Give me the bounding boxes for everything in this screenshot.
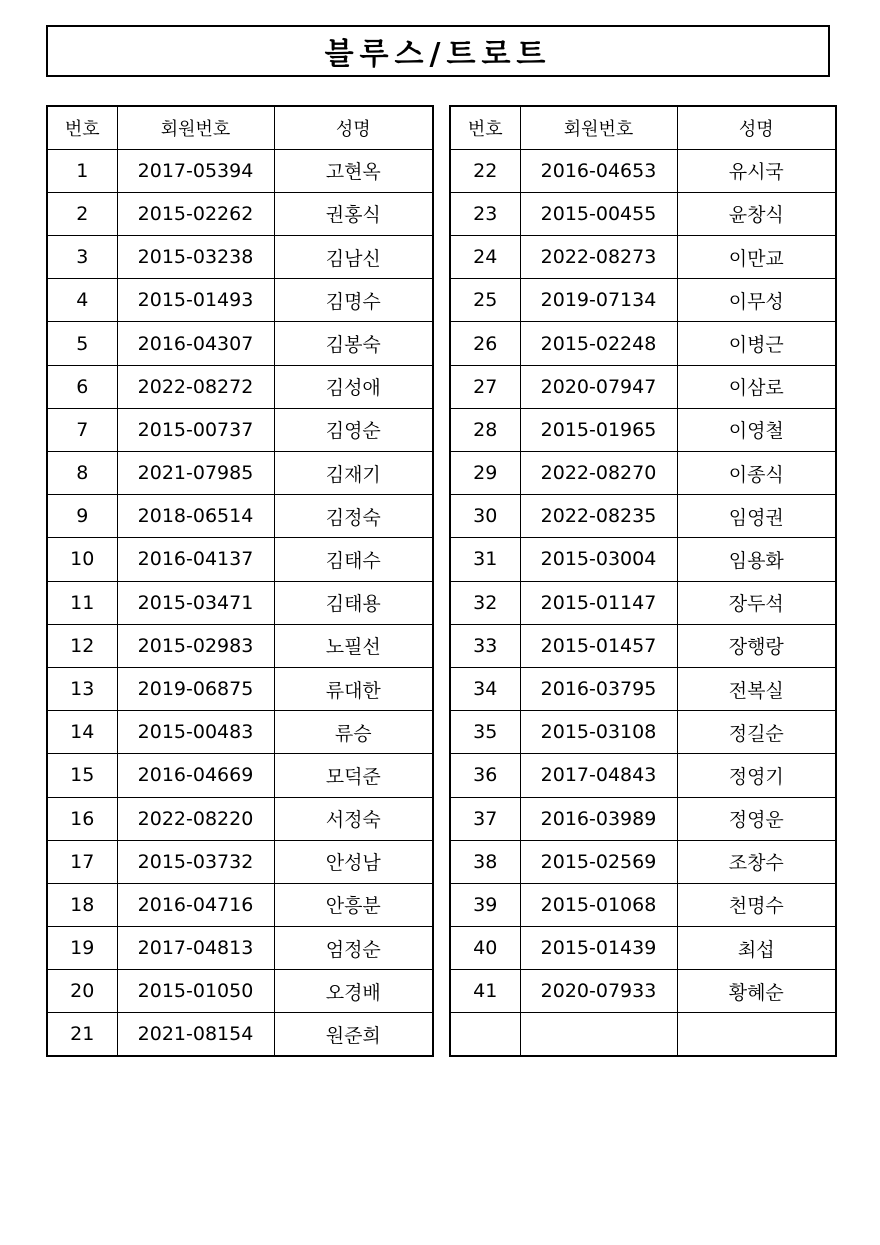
member-id: 2015-03732: [117, 840, 274, 883]
member-id: 2016-04716: [117, 883, 274, 926]
member-id: 2016-04307: [117, 322, 274, 365]
table-header-row: [47, 106, 433, 149]
member-name: 김정숙: [274, 495, 433, 538]
row-number: 41: [450, 970, 520, 1013]
row-number: 19: [47, 927, 117, 970]
member-id: 2019-07134: [520, 279, 677, 322]
row-number: 26: [450, 322, 520, 365]
member-name: 황혜순: [677, 970, 836, 1013]
row-number: 8: [47, 452, 117, 495]
member-name: 엄정순: [274, 927, 433, 970]
row-number: 25: [450, 279, 520, 322]
member-id: 2022-08220: [117, 797, 274, 840]
member-name: 정길순: [677, 711, 836, 754]
table-row: [47, 1013, 433, 1056]
table-row: [450, 927, 836, 970]
member-id: 2021-08154: [117, 1013, 274, 1056]
member-id: 2015-02569: [520, 840, 677, 883]
row-number: 30: [450, 495, 520, 538]
page-title: 블루스/트로트: [324, 37, 552, 72]
member-name: 권홍식: [274, 192, 433, 235]
table-row: [47, 754, 433, 797]
table-row: [47, 667, 433, 710]
row-number: [450, 1013, 520, 1056]
row-number: 2: [47, 192, 117, 235]
row-number: 22: [450, 149, 520, 192]
member-name: 모덕준: [274, 754, 433, 797]
member-id: 2017-04813: [117, 927, 274, 970]
member-name: 원준희: [274, 1013, 433, 1056]
row-number: 37: [450, 797, 520, 840]
member-id: 2015-01147: [520, 581, 677, 624]
member-name: 전복실: [677, 667, 836, 710]
member-name: 김명수: [274, 279, 433, 322]
member-name: 김태용: [274, 581, 433, 624]
member-id: 2015-00455: [520, 192, 677, 235]
member-name: 이병근: [677, 322, 836, 365]
table-row: [450, 754, 836, 797]
header-no: 번호: [47, 106, 117, 149]
row-number: 21: [47, 1013, 117, 1056]
table-row: [450, 149, 836, 192]
title-box: [46, 25, 830, 77]
member-id: 2015-00737: [117, 408, 274, 451]
member-name: 서정숙: [274, 797, 433, 840]
table-row: [47, 236, 433, 279]
member-id: 2016-03795: [520, 667, 677, 710]
table-row: [47, 927, 433, 970]
table-row: [450, 970, 836, 1013]
table-row: [450, 538, 836, 581]
member-id: 2015-00483: [117, 711, 274, 754]
member-name: 김영순: [274, 408, 433, 451]
row-number: 10: [47, 538, 117, 581]
row-number: 38: [450, 840, 520, 883]
row-number: 16: [47, 797, 117, 840]
row-number: 35: [450, 711, 520, 754]
row-number: 14: [47, 711, 117, 754]
member-name: [677, 1013, 836, 1056]
table-row: [450, 192, 836, 235]
row-number: 12: [47, 624, 117, 667]
member-name: 이영철: [677, 408, 836, 451]
table-row: [450, 883, 836, 926]
member-id: 2015-03004: [520, 538, 677, 581]
member-name: 정영운: [677, 797, 836, 840]
row-number: 39: [450, 883, 520, 926]
table-row: [450, 408, 836, 451]
member-id: 2016-04653: [520, 149, 677, 192]
table-row: [47, 538, 433, 581]
member-name: 임영권: [677, 495, 836, 538]
member-name: 임용화: [677, 538, 836, 581]
table-header-row: [450, 106, 836, 149]
member-id: 2022-08235: [520, 495, 677, 538]
member-name: 김성애: [274, 365, 433, 408]
member-id: 2015-03471: [117, 581, 274, 624]
row-number: 15: [47, 754, 117, 797]
table-row: [47, 970, 433, 1013]
table-row: [47, 624, 433, 667]
table-row: [47, 192, 433, 235]
member-name: 김봉숙: [274, 322, 433, 365]
row-number: 27: [450, 365, 520, 408]
table-row: [450, 624, 836, 667]
header-member-id: 회원번호: [117, 106, 274, 149]
table-row: [47, 711, 433, 754]
table-row: [450, 495, 836, 538]
row-number: 28: [450, 408, 520, 451]
row-number: 1: [47, 149, 117, 192]
member-name: 안성남: [274, 840, 433, 883]
member-id: 2016-03989: [520, 797, 677, 840]
row-number: 11: [47, 581, 117, 624]
member-name: 안흥분: [274, 883, 433, 926]
member-id: 2015-01457: [520, 624, 677, 667]
table-row: [450, 711, 836, 754]
member-id: 2021-07985: [117, 452, 274, 495]
row-number: 33: [450, 624, 520, 667]
member-name: 정영기: [677, 754, 836, 797]
row-number: 7: [47, 408, 117, 451]
table-row: [450, 667, 836, 710]
row-number: 34: [450, 667, 520, 710]
table-row: [450, 840, 836, 883]
header-name: 성명: [274, 106, 433, 149]
member-id: 2015-03238: [117, 236, 274, 279]
row-number: 4: [47, 279, 117, 322]
member-name: 조창수: [677, 840, 836, 883]
member-id: 2022-08273: [520, 236, 677, 279]
row-number: 18: [47, 883, 117, 926]
member-name: 이만교: [677, 236, 836, 279]
row-number: 9: [47, 495, 117, 538]
row-number: 29: [450, 452, 520, 495]
row-number: 20: [47, 970, 117, 1013]
member-id: 2017-05394: [117, 149, 274, 192]
table-row: [47, 149, 433, 192]
table-row: [450, 797, 836, 840]
member-id: 2015-01439: [520, 927, 677, 970]
member-id: 2015-01493: [117, 279, 274, 322]
row-number: 6: [47, 365, 117, 408]
table-row: [47, 495, 433, 538]
table-row: [450, 365, 836, 408]
table-row: [47, 452, 433, 495]
member-name: 윤창식: [677, 192, 836, 235]
member-name: 김재기: [274, 452, 433, 495]
member-name: 류승: [274, 711, 433, 754]
header-no: 번호: [450, 106, 520, 149]
member-name: 이무성: [677, 279, 836, 322]
table-row: [450, 322, 836, 365]
table-row: [450, 236, 836, 279]
member-id: 2016-04669: [117, 754, 274, 797]
member-id: 2022-08272: [117, 365, 274, 408]
row-number: 31: [450, 538, 520, 581]
member-id: 2015-02983: [117, 624, 274, 667]
table-row: [47, 797, 433, 840]
row-number: 32: [450, 581, 520, 624]
table-row: [47, 279, 433, 322]
row-number: 3: [47, 236, 117, 279]
member-name: 김남신: [274, 236, 433, 279]
table-row: [47, 840, 433, 883]
member-name: 장두석: [677, 581, 836, 624]
member-name: 천명수: [677, 883, 836, 926]
row-number: 36: [450, 754, 520, 797]
member-name: 장행랑: [677, 624, 836, 667]
member-id: 2015-01068: [520, 883, 677, 926]
header-name: 성명: [677, 106, 836, 149]
table-row: [450, 452, 836, 495]
member-id: 2015-02248: [520, 322, 677, 365]
row-number: 40: [450, 927, 520, 970]
member-name: 김태수: [274, 538, 433, 581]
table-row: [47, 365, 433, 408]
member-id: 2022-08270: [520, 452, 677, 495]
member-id: 2016-04137: [117, 538, 274, 581]
header-member-id: 회원번호: [520, 106, 677, 149]
member-name: 노필선: [274, 624, 433, 667]
member-table-right: [449, 105, 837, 1057]
row-number: 24: [450, 236, 520, 279]
member-table-left: [46, 105, 434, 1057]
table-row: [47, 883, 433, 926]
table-row: [450, 581, 836, 624]
member-id: 2018-06514: [117, 495, 274, 538]
member-id: 2019-06875: [117, 667, 274, 710]
member-id: 2015-01050: [117, 970, 274, 1013]
member-name: 최섭: [677, 927, 836, 970]
member-id: 2017-04843: [520, 754, 677, 797]
row-number: 5: [47, 322, 117, 365]
table-row: [47, 408, 433, 451]
row-number: 23: [450, 192, 520, 235]
table-row: [450, 1013, 836, 1056]
row-number: 17: [47, 840, 117, 883]
member-id: 2015-02262: [117, 192, 274, 235]
member-name: 고현옥: [274, 149, 433, 192]
member-id: 2020-07933: [520, 970, 677, 1013]
table-row: [47, 581, 433, 624]
member-id: 2015-03108: [520, 711, 677, 754]
member-id: [520, 1013, 677, 1056]
member-id: 2020-07947: [520, 365, 677, 408]
member-name: 류대한: [274, 667, 433, 710]
member-name: 이삼로: [677, 365, 836, 408]
member-name: 유시국: [677, 149, 836, 192]
table-row: [47, 322, 433, 365]
member-name: 이종식: [677, 452, 836, 495]
row-number: 13: [47, 667, 117, 710]
member-id: 2015-01965: [520, 408, 677, 451]
member-name: 오경배: [274, 970, 433, 1013]
table-row: [450, 279, 836, 322]
